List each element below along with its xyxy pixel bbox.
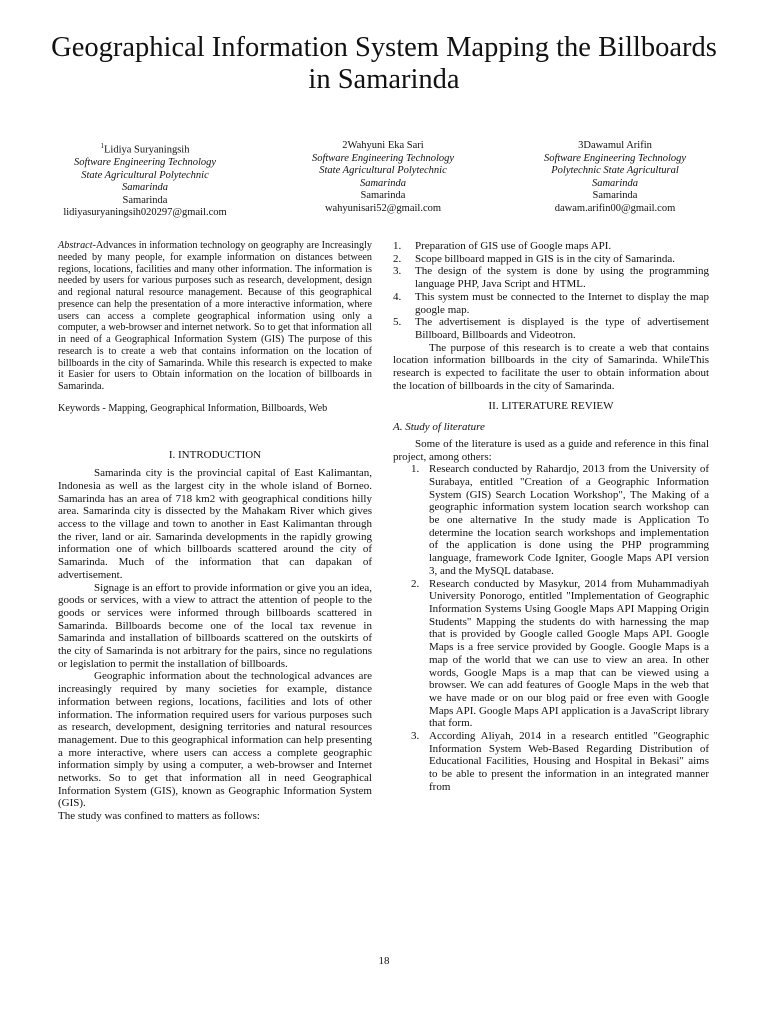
author-city-italic: Samarinda	[359, 177, 407, 189]
purpose-paragraph: The purpose of this research is to create a web that contains location information billboards in the city of Samarinda. WhileThis research is expected to facilitate the user to obtain information about the location of billboards in the city of Samarinda.	[393, 341, 709, 392]
author-institution: Polytechnic State Agricultural	[551, 165, 679, 177]
list-item: 1. Preparation of GIS use of Google maps API.	[393, 240, 612, 252]
author-email: lidiyasuryaningsih020297@gmail.com	[63, 207, 227, 219]
scope-list	[393, 240, 709, 342]
abstract-text: -Advances in information technology on geography are Increasingly needed by many people, for example information on distances between regions, locations, facilities and many other information. The information is needed by users for various purposes such as research, development, design and regional natural resource management. Because of this geographical presence can help the presentation of a more interactive information, where users can access a complete geographical information using only a computer, a web-browser and internet network. So to get that information all in need of a Geographical Information System (GIS) The purpose of this research is to create a web that contains information on the location of billboards in the city of Samarinda. While this research is expected to make it Easier for users to Obtain information on the location of billboards in Samarinda.	[58, 240, 372, 392]
page-number: 18	[378, 955, 390, 967]
section-heading-introduction: I. INTRODUCTION	[168, 448, 262, 461]
author-email: wahyunisari52@gmail.com	[324, 202, 442, 214]
author-affiliation: Software Engineering Technology	[73, 157, 217, 169]
list-item: 5. The advertisement is displayed is the type of advertisement Billboard, Billboards and Videotron.	[393, 316, 709, 341]
literature-intro: Some of the literature is used as a guide and reference in this final project, among others:	[393, 437, 709, 463]
author-affiliation: Software Engineering Technology	[311, 152, 455, 164]
author-name: 2Wahyuni Eka Sari	[342, 140, 424, 151]
author-block-2	[268, 140, 498, 216]
literature-list	[393, 463, 709, 793]
author-block-3	[500, 140, 730, 216]
author-name: $^1$Lidiya Suryaningsih	[100, 142, 190, 156]
abstract-label: Abstract	[58, 240, 93, 251]
left-column	[58, 240, 372, 823]
paper-title: Geographical Information System Mapping the Billboards in Samarinda	[51, 32, 717, 95]
intro-paragraph-4: The study was confined to matters as follows:	[58, 810, 260, 823]
list-item: 1. Research conducted by Rahardjo, 2013 from the University of Surabaya, entitled "Creation of a Geographic Information System (GIS) Search Location Workshop", The Making of a geographic information system location search workshop can be one alternative In the study made is Application To determine the location search workshops and implementation of the application is done using the PHP programming language, framework Code Igniter, Google Maps API version 3, and the MySQL database.	[411, 463, 709, 577]
keywords: Keywords - Mapping, Geographical Information, Billboards, Web	[58, 402, 328, 414]
author-institution: State Agricultural Polytechnic	[81, 169, 209, 181]
author-city: Samarinda	[122, 194, 168, 206]
list-item: 3. The design of the system is done by using the programming language PHP, Java Script and HTML.	[393, 265, 709, 291]
section-heading-literature-review: II. LITERATURE REVIEW	[488, 400, 614, 413]
list-item: 3. According Aliyah, 2014 in a research entitled "Geographic Information System Web-Based Regarding Distribution of Educational Facilities, Housing and Hospital in Bekasi" aims to be able to present the information in an integrated manner from	[411, 730, 709, 793]
author-city: Samarinda	[360, 190, 406, 202]
intro-paragraph-1: Samarinda city is the provincial capital of East Kalimantan, Indonesia as well as the largest city in the whole island of Borneo. Samarinda has an area of 718 km2 with geographical conditions hilly area. Samarinda city is dissected by the Mahakam River which gives access to the village and town to another in East Kalimantan through the river, land or air. Samarinda developments in the rapidly growing information one of which billboards scattered around the city of Samarinda. Much of the information that can dapakan of advertisement.	[58, 467, 372, 581]
list-item: 4. This system must be connected to the Internet to display the map google map.	[393, 290, 709, 316]
author-block-1	[30, 140, 260, 220]
intro-paragraph-2: Signage is an effort to provide information or give you an idea, goods or services, with a view to attract the attention of people to the goods or services were informed through billboards scattered in Samarinda. Billboards become one of the local tax revenue in Samarinda and installation of billboards scattered on the outskirts of the city of Samarinda is not arbitrary for the pairs, since no regulations or legislation to permit the installation of billboards.	[58, 581, 372, 670]
subsection-heading-study-of-literature: A. Study of literature	[393, 421, 485, 434]
list-item: 2. Scope billboard mapped in GIS is in the city of Samarinda.	[393, 252, 675, 265]
intro-paragraph-3: Geographic information about the technological advances are increasingly required by many societies for example, distance information between regions, locations, facilities and lots of other information. The information required users for various purposes such as research, development, designing territories and natural resources management. Due to this geographical information can help presenting a more interactive, where users can access a complete geographic information simply by using a computer, a web-browser and Internet networks. So to get that information all in need Geographical Information System (GIS), known as Geographic Information System (GIS).	[58, 670, 372, 810]
author-institution: State Agricultural Polytechnic	[319, 165, 447, 177]
author-email: dawam.arifin00@gmail.com	[554, 202, 676, 214]
author-city-italic: Samarinda	[121, 182, 169, 194]
list-item: 2. Research conducted by Masykur, 2014 from Muhammadiyah University Ponorogo, entitled "Implementation of Geographic Information Systems Using Google Maps API Mapping Origin Students" Mapping the students do with harnessing the map that is provided by Google called Google Maps API. Google Maps is a free service provided by Google. Google Maps is a map of the world that we can use to view an area. In other words, Google Maps is a map that can be viewed using a browser. We can add features of Google Maps in the web that we have made or on our blog paid or free even with Google Maps API. Google Maps API application is a JavaScript library that form.	[411, 577, 709, 730]
author-city: Samarinda	[592, 190, 638, 202]
right-column	[393, 240, 709, 794]
abstract	[58, 240, 372, 393]
author-name: 3Dawamul Arifin	[578, 140, 652, 151]
author-city-italic: Samarinda	[591, 177, 639, 189]
author-affiliation: Software Engineering Technology	[543, 152, 687, 164]
